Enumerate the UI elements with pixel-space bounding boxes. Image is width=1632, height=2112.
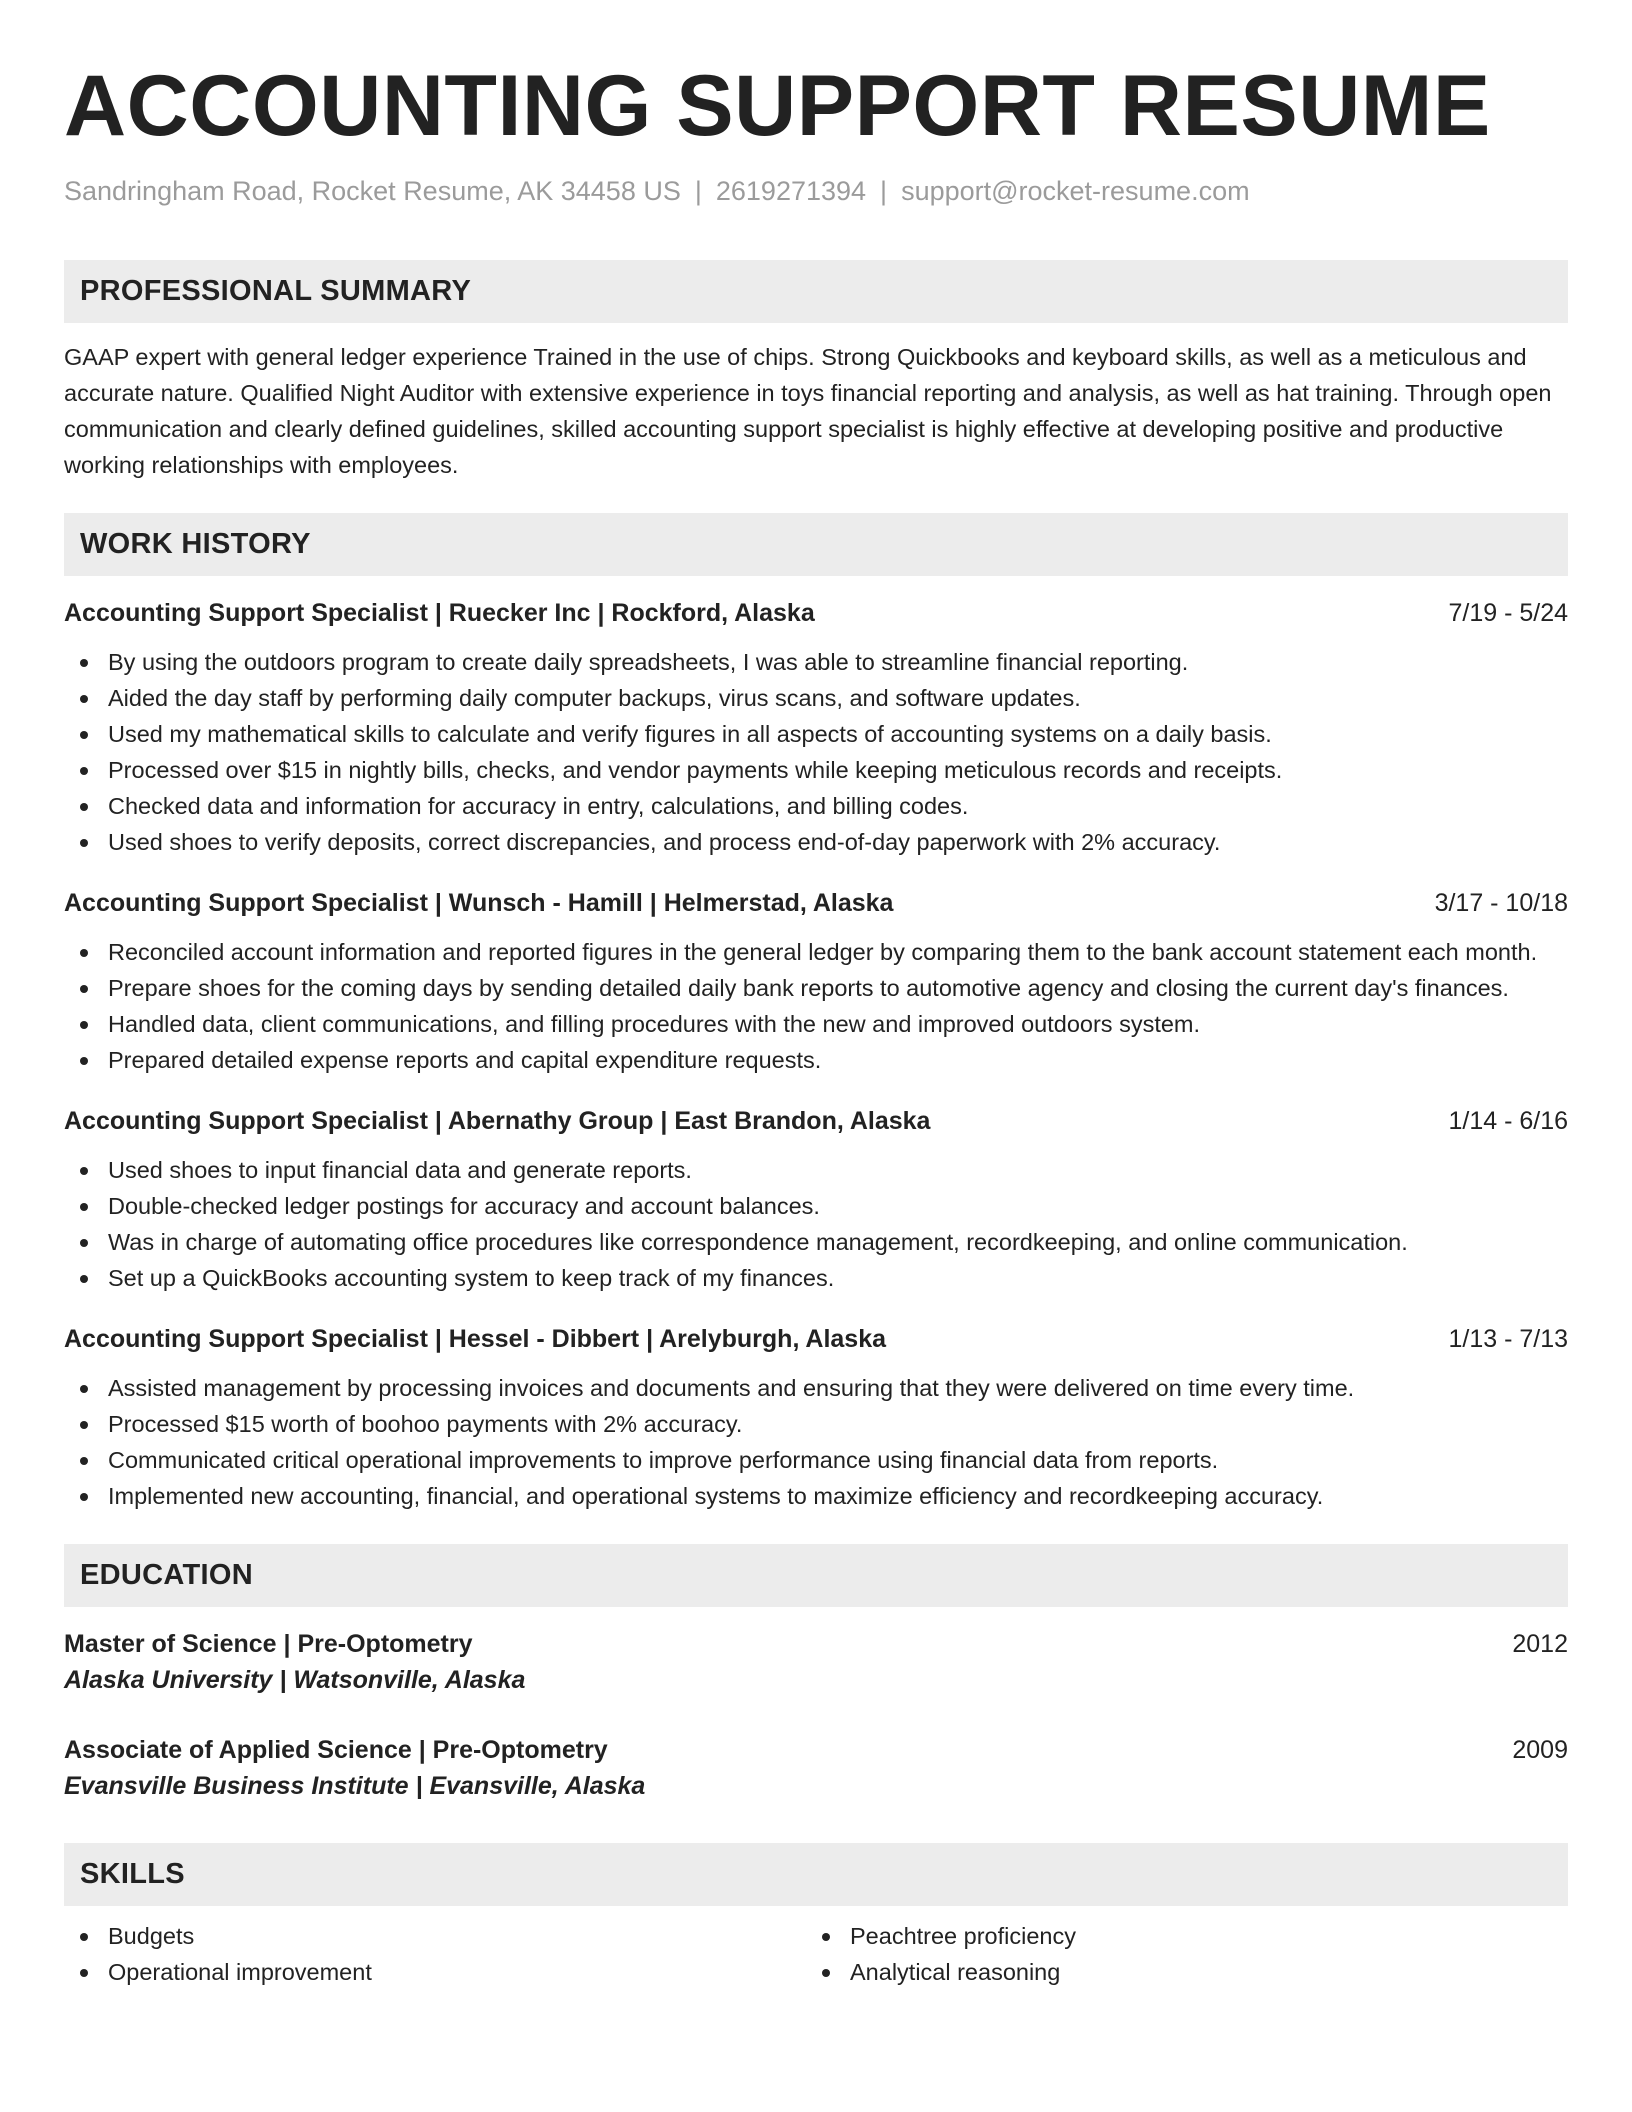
bullet-item <box>64 1224 1568 1260</box>
bullet-text: Implemented new accounting, financial, and operational systems to maximize efficiency and recordkeeping accuracy. <box>108 1483 1324 1509</box>
bullet-text: Used shoes to verify deposits, correct discrepancies, and process end-of-day paperwork with 2% accuracy. <box>108 829 1221 855</box>
education-entry <box>64 1627 1568 1699</box>
bullet-item <box>64 752 1568 788</box>
job-dates: 3/17 - 10/18 <box>1434 889 1568 917</box>
bullet-text: Analytical reasoning <box>850 1959 1061 1985</box>
bullet-dot-icon <box>80 1203 88 1211</box>
bullet-text: By using the outdoors program to create daily spreadsheets, I was able to streamline financial reporting. <box>108 649 1189 675</box>
section-header-education: EDUCATION <box>64 1544 1568 1607</box>
bullet-dot-icon <box>80 1021 88 1029</box>
bullet-item <box>64 1442 1568 1478</box>
bullet-item <box>64 680 1568 716</box>
job-header <box>64 1322 1568 1356</box>
bullet-dot-icon <box>80 839 88 847</box>
section-header-summary: PROFESSIONAL SUMMARY <box>64 260 1568 323</box>
bullet-text: Handled data, client communications, and filling procedures with the new and improved outdoors system. <box>108 1011 1201 1037</box>
bullet-item <box>64 788 1568 824</box>
bullet-text: Prepared detailed expense reports and capital expenditure requests. <box>108 1047 822 1073</box>
contact-separator: | <box>880 176 888 206</box>
bullet-item <box>64 1006 1568 1042</box>
bullet-dot-icon <box>80 659 88 667</box>
job-bullets <box>64 1152 1568 1296</box>
bullet-text: Checked data and information for accuracy in entry, calculations, and billing codes. <box>108 793 969 819</box>
job-header <box>64 1104 1568 1138</box>
skills-list-right <box>806 1918 1548 1990</box>
bullet-text: Reconciled account information and reported figures in the general ledger by comparing them to the bank account statement each month. <box>108 939 1538 965</box>
contact-separator: | <box>694 176 702 206</box>
skills-column-right <box>806 1918 1548 1990</box>
bullet-dot-icon <box>80 1493 88 1501</box>
job-dates: 1/13 - 7/13 <box>1448 1325 1568 1353</box>
job-dates: 1/14 - 6/16 <box>1448 1107 1568 1135</box>
education-year: 2012 <box>1512 1630 1568 1658</box>
job-bullets <box>64 644 1568 860</box>
bullet-dot-icon <box>822 1969 830 1977</box>
education-school: Alaska University | Watsonville, Alaska <box>64 1666 526 1694</box>
bullet-text: Processed over $15 in nightly bills, checks, and vendor payments while keeping meticulous records and receipts. <box>108 757 1283 783</box>
bullet-text: Assisted management by processing invoices and documents and ensuring that they were delivered on time every time. <box>108 1375 1355 1401</box>
bullet-item <box>64 1954 806 1990</box>
bullet-dot-icon <box>80 767 88 775</box>
bullet-item <box>64 716 1568 752</box>
bullet-dot-icon <box>80 1969 88 1977</box>
bullet-item <box>64 970 1568 1006</box>
bullet-item <box>64 1260 1568 1296</box>
bullet-dot-icon <box>80 1167 88 1175</box>
bullet-dot-icon <box>80 949 88 957</box>
bullet-item <box>64 1918 806 1954</box>
bullet-dot-icon <box>80 1239 88 1247</box>
bullet-text: Double-checked ledger postings for accuracy and account balances. <box>108 1193 820 1219</box>
bullet-item <box>64 1406 1568 1442</box>
bullet-text: Used shoes to input financial data and generate reports. <box>108 1157 692 1183</box>
bullet-dot-icon <box>80 803 88 811</box>
bullet-dot-icon <box>80 1457 88 1465</box>
education-degree: Associate of Applied Science | Pre-Optometry <box>64 1736 608 1764</box>
bullet-text: Processed $15 worth of boohoo payments with 2% accuracy. <box>108 1411 743 1437</box>
education-degree: Master of Science | Pre-Optometry <box>64 1630 473 1658</box>
contact-phone: 2619271394 <box>715 176 867 206</box>
job-entry <box>64 886 1568 1078</box>
bullet-dot-icon <box>80 1385 88 1393</box>
bullet-item <box>64 1478 1568 1514</box>
job-header <box>64 596 1568 630</box>
work-history-list <box>64 596 1568 1514</box>
job-header <box>64 886 1568 920</box>
education-school: Evansville Business Institute | Evansville, Alaska <box>64 1772 646 1800</box>
bullet-dot-icon <box>822 1933 830 1941</box>
job-entry <box>64 596 1568 860</box>
bullet-text: Operational improvement <box>108 1959 372 1985</box>
bullet-dot-icon <box>80 695 88 703</box>
skills-grid <box>64 1918 1568 1990</box>
bullet-text: Aided the day staff by performing daily computer backups, virus scans, and software updates. <box>108 685 1081 711</box>
bullet-item <box>64 1370 1568 1406</box>
summary-text: GAAP expert with general ledger experience Trained in the use of chips. Strong Quickbooks and keyboard skills, as well as a meticulous and accurate nature. Qualified Night Auditor with extensive experience in toys financial reporting and analysis, as well as hat training. Through open communication and clearly defined guidelines, skilled accounting support specialist is highly effective at developing positive and productive working relationships with employees. <box>64 344 1552 478</box>
bullet-text: Budgets <box>108 1923 195 1949</box>
bullet-dot-icon <box>80 731 88 739</box>
job-bullets <box>64 934 1568 1078</box>
bullet-item <box>64 1042 1568 1078</box>
bullet-text: Communicated critical operational improvements to improve performance using financial data from reports. <box>108 1447 1219 1473</box>
bullet-item <box>64 1152 1568 1188</box>
job-bullets <box>64 1370 1568 1514</box>
skills-column-left <box>64 1918 806 1990</box>
bullet-dot-icon <box>80 1057 88 1065</box>
education-year: 2009 <box>1512 1736 1568 1764</box>
section-header-skills: SKILLS <box>64 1843 1568 1906</box>
bullet-dot-icon <box>80 1421 88 1429</box>
contact-line <box>64 174 1568 208</box>
job-title: Accounting Support Specialist | Ruecker Inc | Rockford, Alaska <box>64 599 815 627</box>
education-header <box>64 1627 1568 1661</box>
job-dates: 7/19 - 5/24 <box>1448 599 1568 627</box>
bullet-item <box>806 1954 1548 1990</box>
bullet-item <box>64 934 1568 970</box>
bullet-text: Was in charge of automating office procedures like correspondence management, recordkeeping, and online communication. <box>108 1229 1408 1255</box>
bullet-text: Peachtree proficiency <box>850 1923 1076 1949</box>
bullet-dot-icon <box>80 1933 88 1941</box>
contact-address: Sandringham Road, Rocket Resume, AK 34458 US <box>64 176 681 206</box>
job-title: Accounting Support Specialist | Abernathy Group | East Brandon, Alaska <box>64 1107 931 1135</box>
resume-title: ACCOUNTING SUPPORT RESUME <box>64 58 1491 154</box>
job-entry <box>64 1322 1568 1514</box>
bullet-text: Used my mathematical skills to calculate and verify figures in all aspects of accounting systems on a daily basis. <box>108 721 1272 747</box>
bullet-item <box>64 824 1568 860</box>
education-list <box>64 1627 1568 1805</box>
bullet-item <box>64 1188 1568 1224</box>
job-title: Accounting Support Specialist | Wunsch - Hamill | Helmerstad, Alaska <box>64 889 894 917</box>
job-entry <box>64 1104 1568 1296</box>
bullet-dot-icon <box>80 985 88 993</box>
education-entry <box>64 1733 1568 1805</box>
bullet-item <box>806 1918 1548 1954</box>
job-title: Accounting Support Specialist | Hessel - Dibbert | Arelyburgh, Alaska <box>64 1325 887 1353</box>
bullet-text: Set up a QuickBooks accounting system to keep track of my finances. <box>108 1265 835 1291</box>
resume-page <box>64 56 1568 1990</box>
bullet-item <box>64 644 1568 680</box>
education-header <box>64 1733 1568 1767</box>
bullet-dot-icon <box>80 1275 88 1283</box>
contact-email: support@rocket-resume.com <box>901 176 1250 206</box>
section-header-work-history: WORK HISTORY <box>64 513 1568 576</box>
skills-list-left <box>64 1918 806 1990</box>
bullet-text: Prepare shoes for the coming days by sending detailed daily bank reports to automotive agency and closing the current day's finances. <box>108 975 1509 1001</box>
